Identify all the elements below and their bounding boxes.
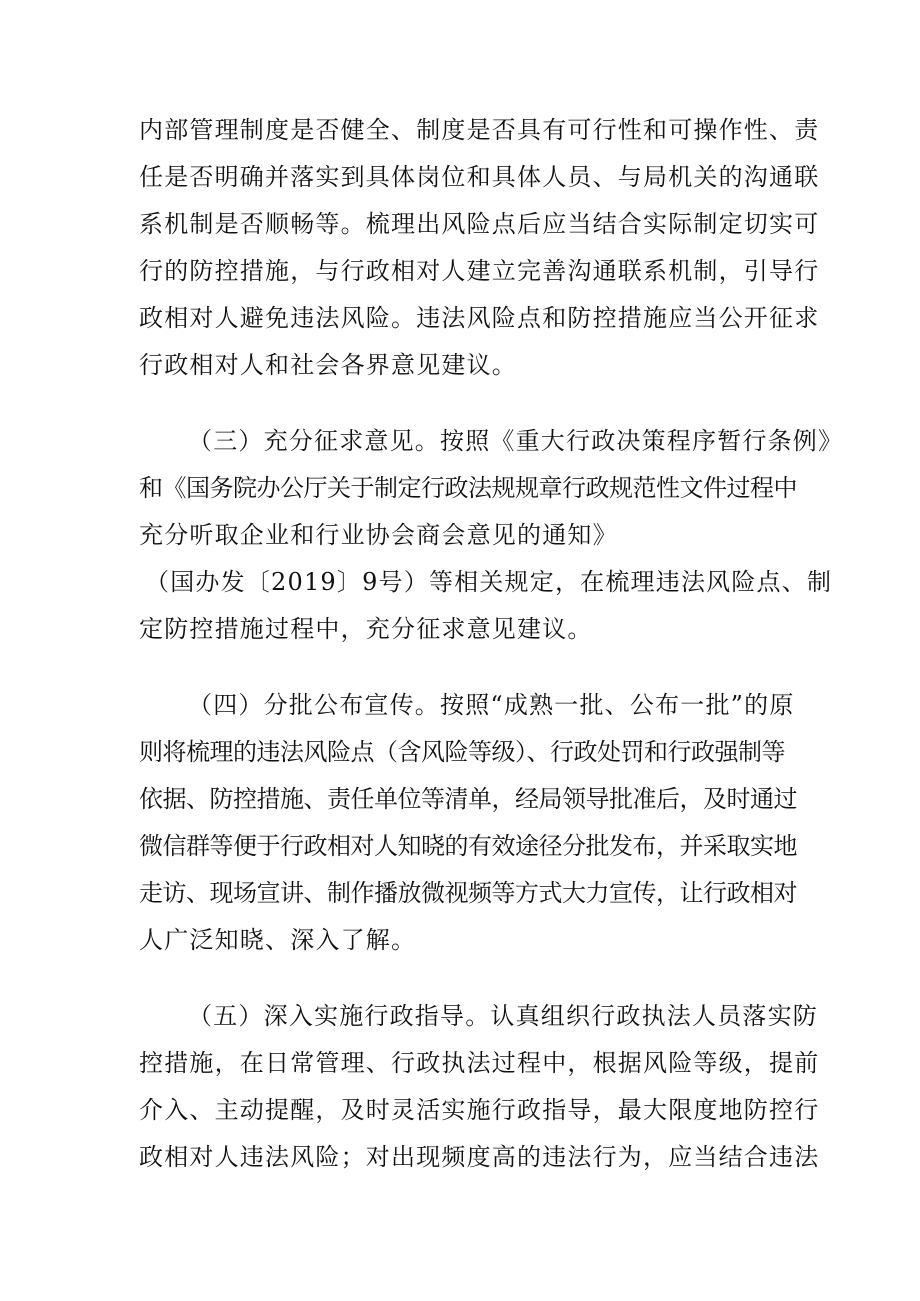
text-line-4: 行的防控措施，与行政相对人建立完善沟通联系机制，引导行 (139, 257, 820, 285)
text-line-13: 则将梳理的违法风险点（含风险等级）、行政处罚和行政强制等 (139, 738, 785, 766)
text-line-8: 和《国务院办公厅关于制定行政法规规章行政规范性文件过程中 (139, 474, 797, 502)
text-line-11: 定防控措施过程中，充分征求意见建议。 (139, 615, 593, 643)
text-line-17: 人广泛知晓、深入了解。 (139, 926, 417, 954)
text-line-21: 政相对人违法风险；对出现频度高的违法行为，应当结合违法 (139, 1143, 820, 1171)
text-line-14: 依据、防控措施、责任单位等清单，经局领导批准后，及时通过 (139, 785, 797, 813)
text-line-19: 控措施，在日常管理、行政执法过程中，根据风险等级，提前 (139, 1049, 820, 1077)
text-line-1: 内部管理制度是否健全、制度是否具有可行性和可操作性、责 (139, 116, 820, 144)
text-line-12: （四）分批公布宣传。按照“成熟一批、公布一批”的原 (188, 691, 795, 719)
text-line-5: 政相对人避免违法风险。违法风险点和防控措施应当公开征求 (139, 304, 820, 332)
text-line-3: 系机制是否顺畅等。梳理出风险点后应当结合实际制定切实可 (139, 210, 820, 238)
text-line-18: （五）深入实施行政指导。认真组织行政执法人员落实防 (188, 1002, 818, 1030)
text-line-15: 微信群等便于行政相对人知晓的有效途径分批发布，并采取实地 (139, 832, 797, 860)
text-line-20: 介入、主动提醒，及时灵活实施行政指导，最大限度地防控行 (139, 1096, 820, 1124)
text-line-6: 行政相对人和社会各界意见建议。 (139, 351, 517, 379)
text-line-7: （三）充分征求意见。按照《重大行政决策程序暂行条例》 (188, 427, 844, 455)
text-line-2: 任是否明确并落实到具体岗位和具体人员、与局机关的沟通联 (139, 163, 820, 191)
text-line-10: （国办发〔2019〕9号）等相关规定，在梳理违法风险点、制 (145, 568, 833, 596)
text-line-16: 走访、现场宣讲、制作播放微视频等方式大力宣传，让行政相对 (139, 879, 797, 907)
text-line-9: 充分听取企业和行业协会商会意见的通知》 (139, 521, 618, 549)
